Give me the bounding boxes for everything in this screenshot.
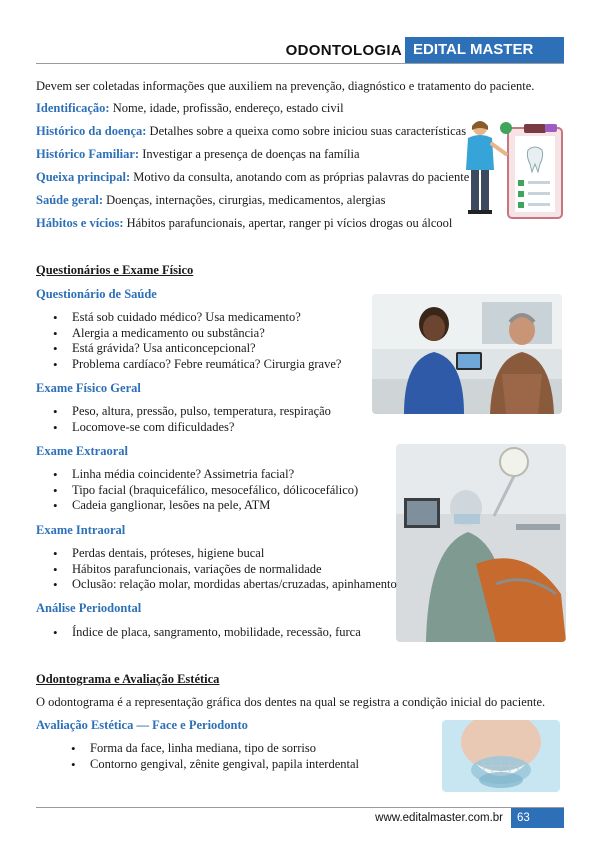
anamnese-label: Identificação: xyxy=(36,101,110,115)
list-item: • Problema cardíaco? Febre reumática? Cirurgia grave? xyxy=(36,357,341,373)
list-item: • Peso, altura, pressão, pulso, temperatura, respiração xyxy=(36,404,331,420)
anamnese-item xyxy=(36,101,344,116)
footer-divider xyxy=(36,807,564,808)
anamnese-text: Nome, idade, profissão, endereço, estado civil xyxy=(109,101,344,115)
anamnese-label: Hábitos e vícios: xyxy=(36,216,124,230)
anamnese-item xyxy=(36,170,469,185)
questionario-list xyxy=(36,310,341,372)
list-item: • Oclusão: relação molar, mordidas abertas/cruzadas, apinhamento xyxy=(36,577,397,593)
footer-url-link[interactable]: www.editalmaster.com.br xyxy=(375,812,503,824)
anamnese-item xyxy=(36,216,452,231)
list-item: • Cadeia ganglionar, lesões na pele, ATM xyxy=(36,498,358,514)
anamnese-text: Detalhes sobre a queixa como sobre iniciou suas características xyxy=(146,124,467,138)
list-item: • Tipo facial (braquicefálico, mesocefálico, dólicocefálico) xyxy=(36,483,358,499)
subheading-questionario: Questionário de Saúde xyxy=(36,287,157,301)
header-brand-badge: EDITAL MASTER xyxy=(405,37,564,63)
list-item: • Está sob cuidado médico? Usa medicamento? xyxy=(36,310,341,326)
extraoral-list xyxy=(36,467,358,514)
smile-xray-photo xyxy=(442,720,560,792)
subheading-estetica: Avaliação Estética — Face e Periodonto xyxy=(36,718,248,732)
anamnese-text: Hábitos parafuncionais, apertar, ranger pi vícios drogas ou álcool xyxy=(123,216,453,230)
list-item: • Está grávida? Usa anticoncepcional? xyxy=(36,341,341,357)
list-item: • Forma da face, linha mediana, tipo de sorriso xyxy=(54,741,359,757)
list-item: • Índice de placa, sangramento, mobilidade, recessão, furca xyxy=(36,625,361,641)
dentist-consultation-photo xyxy=(372,294,562,414)
header-divider xyxy=(36,63,564,64)
section-title: Questionários e Exame Físico xyxy=(36,263,194,277)
list-item: • Perdas dentais, próteses, higiene bucal xyxy=(36,546,397,562)
anamnese-label: Histórico da doença: xyxy=(36,124,147,138)
list-item: • Contorno gengival, zênite gengival, papila interdental xyxy=(54,757,359,773)
exame-geral-list xyxy=(36,404,331,435)
subheading-periodontal: Análise Periodontal xyxy=(36,601,142,615)
anamnese-label: Saúde geral: xyxy=(36,193,104,207)
list-item: • Locomove-se com dificuldades? xyxy=(36,420,331,436)
list-item: • Hábitos parafuncionais, variações de normalidade xyxy=(36,562,397,578)
intro-paragraph: Devem ser coletadas informações que auxiliem na prevenção, diagnóstico e tratamento do paciente. xyxy=(36,79,535,93)
subheading-extraoral: Exame Extraoral xyxy=(36,444,128,458)
subheading-exame-geral: Exame Físico Geral xyxy=(36,381,141,395)
dentist-procedure-photo xyxy=(396,444,566,642)
periodontal-list xyxy=(36,625,361,641)
anamnese-item xyxy=(36,124,466,139)
page-number-badge: 63 xyxy=(511,808,564,828)
anamnese-text: Investigar a presença de doenças na família xyxy=(139,147,360,161)
header-subject: ODONTOLOGIA xyxy=(285,42,402,59)
list-item: • Alergia a medicamento ou substância? xyxy=(36,326,341,342)
anamnese-item xyxy=(36,193,385,208)
estetica-list xyxy=(54,741,359,772)
anamnese-item xyxy=(36,147,360,162)
section-title: Odontograma e Avaliação Estética xyxy=(36,672,220,686)
anamnese-text: Motivo da consulta, anotando com as próprias palavras do paciente xyxy=(130,170,470,184)
medical-clipboard-illustration xyxy=(462,118,572,222)
intraoral-list xyxy=(36,546,397,593)
list-item: • Linha média coincidente? Assimetria facial? xyxy=(36,467,358,483)
anamnese-label: Histórico Familiar: xyxy=(36,147,140,161)
anamnese-text: Doenças, internações, cirurgias, medicamentos, alergias xyxy=(103,193,386,207)
anamnese-label: Queixa principal: xyxy=(36,170,131,184)
odontograma-paragraph: O odontograma é a representação gráfica dos dentes na qual se registra a condição inicial do paciente. xyxy=(36,695,546,709)
subheading-intraoral: Exame Intraoral xyxy=(36,523,126,537)
